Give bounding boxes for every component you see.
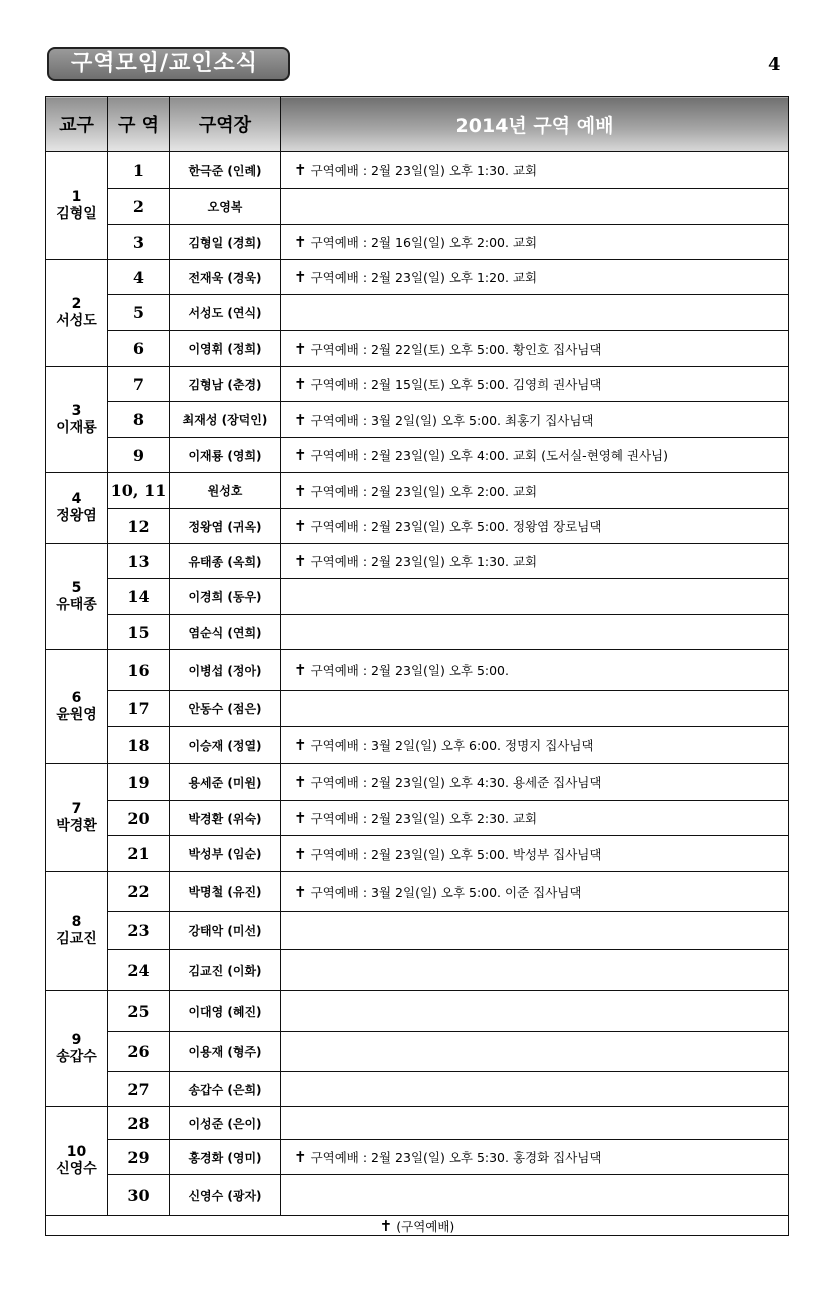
table-row [46,295,789,331]
table-header-row [46,97,789,152]
district-number: 27 [108,1072,170,1107]
parish-cell [46,544,108,650]
district-leader: 강태악 (미선) [170,912,281,950]
table-row [46,438,789,473]
cross-icon: ✝ [294,882,307,901]
table-row [46,912,789,950]
cross-icon: ✝ [294,552,307,570]
district-leader: 이재룡 (영희) [170,438,281,473]
schedule-cell [281,438,789,473]
schedule-text: 구역예배 : 3월 2일(일) 오후 5:00. 이준 집사님댁 [310,884,582,900]
parish-leader-name: 윤원영 [56,706,97,723]
page-number: 4 [768,54,781,75]
district-number: 12 [108,509,170,544]
section-title-tab: 구역모임/교인소식 [47,47,290,81]
district-number: 4 [108,260,170,295]
district-number: 28 [108,1107,170,1140]
district-leader: 이승재 (정열) [170,727,281,764]
table-row [46,801,789,836]
cross-icon: ✝ [294,773,307,791]
cross-icon: ✝ [294,661,307,679]
table-row [46,579,789,615]
cross-icon: ✝ [294,339,307,358]
district-leader: 이용재 (형주) [170,1032,281,1072]
district-leader: 박성부 (임순) [170,836,281,872]
schedule-text: 구역예배 : 2월 23일(일) 오후 4:30. 용세준 집사님댁 [310,775,602,790]
col-header-schedule: 2014년 구역 예배 [281,97,789,152]
cross-icon: ✝ [379,1216,393,1235]
schedule-text: 구역예배 : 2월 22일(토) 오후 5:00. 황인호 집사님댁 [310,341,602,357]
table-row [46,473,789,509]
district-leader: 신영수 (광자) [170,1175,281,1216]
schedule-text: 구역예배 : 2월 23일(일) 오후 2:00. 교회 [310,483,538,499]
schedule-cell [281,260,789,295]
district-number: 23 [108,912,170,950]
table-row [46,1107,789,1140]
table-row [46,950,789,991]
district-leader: 용세준 (미원) [170,764,281,801]
table-row [46,260,789,295]
district-number: 26 [108,1032,170,1072]
schedule-cell [281,544,789,579]
district-leader: 송갑수 (은희) [170,1072,281,1107]
table-row [46,872,789,912]
parish-cell [46,764,108,872]
district-leader: 최재성 (장덕인) [170,402,281,438]
col-header-parish: 교구 [46,97,108,152]
schedule-cell [281,836,789,872]
table-row [46,1032,789,1072]
table-body [46,152,789,1216]
parish-number: 4 [71,491,82,507]
district-leader: 유태종 (옥희) [170,544,281,579]
parish-number: 7 [71,800,82,817]
parish-leader-name: 김교진 [56,931,97,947]
table-row [46,836,789,872]
parish-cell [46,260,108,367]
schedule-cell [281,331,789,367]
district-number: 5 [108,295,170,331]
district-number: 25 [108,991,170,1032]
district-number: 16 [108,650,170,691]
district-leader: 오영복 [170,189,281,225]
parish-cell [46,872,108,991]
cross-icon: ✝ [294,736,307,754]
parish-number: 6 [71,689,82,706]
district-leader: 한극준 (인례) [170,152,281,189]
district-leader: 이경희 (동우) [170,579,281,615]
col-header-district: 구 역 [108,97,170,152]
parish-leader-name: 유태종 [56,596,97,613]
schedule-cell [281,367,789,402]
cross-icon: ✝ [294,809,307,827]
parish-cell [46,1107,108,1216]
legend-row [46,1216,789,1236]
district-leader: 염순식 (연희) [170,615,281,650]
district-leader: 서성도 (연식) [170,295,281,331]
district-number: 18 [108,727,170,764]
schedule-text: 구역예배 : 2월 23일(일) 오후 1:30. 교회 [310,163,538,178]
district-leader: 안동수 (점은) [170,691,281,727]
district-number: 6 [108,331,170,367]
district-number: 15 [108,615,170,650]
schedule-text: 구역예배 : 2월 23일(일) 오후 4:00. 교회 (도서실-현영혜 권사님) [310,448,668,463]
schedule-cell [281,1175,789,1216]
col-header-leader: 구역장 [170,97,281,152]
parish-leader-name: 신영수 [56,1161,97,1177]
district-leader: 김형일 (경희) [170,225,281,260]
schedule-text: 구역예배 : 3월 2일(일) 오후 6:00. 정명지 집사님댁 [310,738,594,753]
parish-cell [46,650,108,764]
table-row [46,189,789,225]
table-row [46,152,789,189]
schedule-text: 구역예배 : 2월 16일(일) 오후 2:00. 교회 [310,235,538,250]
schedule-cell [281,152,789,189]
table-row [46,691,789,727]
district-schedule-table [45,96,789,1236]
schedule-cell [281,991,789,1032]
table-row [46,1140,789,1175]
schedule-text: 구역예배 : 2월 23일(일) 오후 5:00. 정왕염 장로님댁 [310,519,602,534]
district-number: 8 [108,402,170,438]
district-leader: 이영휘 (정희) [170,331,281,367]
district-leader: 박명철 (유진) [170,872,281,912]
schedule-cell [281,1140,789,1175]
district-number: 24 [108,950,170,991]
district-number: 13 [108,544,170,579]
district-number: 17 [108,691,170,727]
cross-icon: ✝ [294,1148,307,1166]
parish-leader-name: 박경환 [56,817,97,834]
parish-number: 9 [71,1031,82,1048]
schedule-text: 구역예배 : 2월 23일(일) 오후 5:30. 홍경화 집사님댁 [310,1150,602,1165]
schedule-cell [281,801,789,836]
schedule-text: 구역예배 : 2월 23일(일) 오후 1:30. 교회 [310,554,538,569]
parish-number: 2 [71,296,82,312]
schedule-cell [281,509,789,544]
district-number: 14 [108,579,170,615]
table-row [46,991,789,1032]
schedule-cell [281,691,789,727]
schedule-cell [281,1107,789,1140]
cross-icon: ✝ [294,481,307,500]
schedule-text: 구역예배 : 2월 15일(토) 오후 5:00. 김영희 권사님댁 [310,377,602,392]
parish-number: 3 [71,402,82,419]
district-number: 10, 11 [108,473,170,509]
schedule-cell [281,764,789,801]
parish-leader-name: 송갑수 [56,1048,97,1065]
schedule-cell [281,872,789,912]
cross-icon: ✝ [294,446,307,464]
table-row [46,367,789,402]
schedule-cell [281,1072,789,1107]
schedule-cell [281,727,789,764]
cross-icon: ✝ [294,268,307,286]
district-number: 9 [108,438,170,473]
schedule-text: 구역예배 : 2월 23일(일) 오후 1:20. 교회 [310,270,538,285]
district-number: 1 [108,152,170,189]
parish-cell [46,152,108,260]
district-number: 22 [108,872,170,912]
table-row [46,331,789,367]
table-row [46,509,789,544]
schedule-cell [281,295,789,331]
table-row [46,1072,789,1107]
cross-icon: ✝ [294,161,307,179]
schedule-text: 구역예배 : 3월 2일(일) 오후 5:00. 최홍기 집사님댁 [310,412,594,428]
table-row [46,225,789,260]
district-number: 19 [108,764,170,801]
parish-number: 10 [66,1144,87,1160]
table-row [46,727,789,764]
district-number: 2 [108,189,170,225]
table-row [46,1175,789,1216]
parish-leader-name: 이재룡 [56,419,97,436]
district-number: 3 [108,225,170,260]
cross-icon: ✝ [294,375,307,393]
table-row [46,650,789,691]
schedule-cell [281,615,789,650]
cross-icon: ✝ [294,517,307,535]
district-number: 30 [108,1175,170,1216]
parish-cell [46,473,108,544]
parish-number: 1 [71,188,82,205]
district-number: 21 [108,836,170,872]
schedule-text: 구역예배 : 2월 23일(일) 오후 2:30. 교회 [310,811,538,826]
district-number: 20 [108,801,170,836]
schedule-cell [281,189,789,225]
district-leader: 전재욱 (경욱) [170,260,281,295]
schedule-cell [281,402,789,438]
schedule-cell [281,912,789,950]
parish-leader-name: 정왕염 [56,508,97,524]
table-row [46,402,789,438]
parish-cell [46,991,108,1107]
district-leader: 박경환 (위숙) [170,801,281,836]
district-number: 29 [108,1140,170,1175]
district-number: 7 [108,367,170,402]
schedule-cell [281,650,789,691]
parish-leader-name: 서성도 [56,313,97,329]
district-leader: 김형남 (춘경) [170,367,281,402]
cross-icon: ✝ [294,410,307,429]
table-row [46,764,789,801]
district-leader: 이병섭 (정아) [170,650,281,691]
district-leader: 정왕염 (귀옥) [170,509,281,544]
cross-icon: ✝ [294,233,307,251]
district-leader: 원성호 [170,473,281,509]
district-leader: 이대영 (혜진) [170,991,281,1032]
district-leader: 이성준 (은이) [170,1107,281,1140]
legend-text: (구역예배) [396,1218,455,1234]
district-leader: 김교진 (이화) [170,950,281,991]
schedule-cell [281,473,789,509]
schedule-cell [281,579,789,615]
schedule-text: 구역예배 : 2월 23일(일) 오후 5:00. 박성부 집사님댁 [310,846,602,862]
parish-number: 8 [71,914,82,930]
schedule-text: 구역예배 : 2월 23일(일) 오후 5:00. [310,663,509,678]
schedule-cell [281,950,789,991]
district-leader: 홍경화 (영미) [170,1140,281,1175]
parish-number: 5 [71,579,82,596]
parish-leader-name: 김형일 [56,205,97,222]
table-row [46,544,789,579]
cross-icon: ✝ [294,844,307,863]
parish-cell [46,367,108,473]
table-row [46,615,789,650]
schedule-cell [281,1032,789,1072]
legend-cell [46,1216,789,1236]
schedule-cell [281,225,789,260]
